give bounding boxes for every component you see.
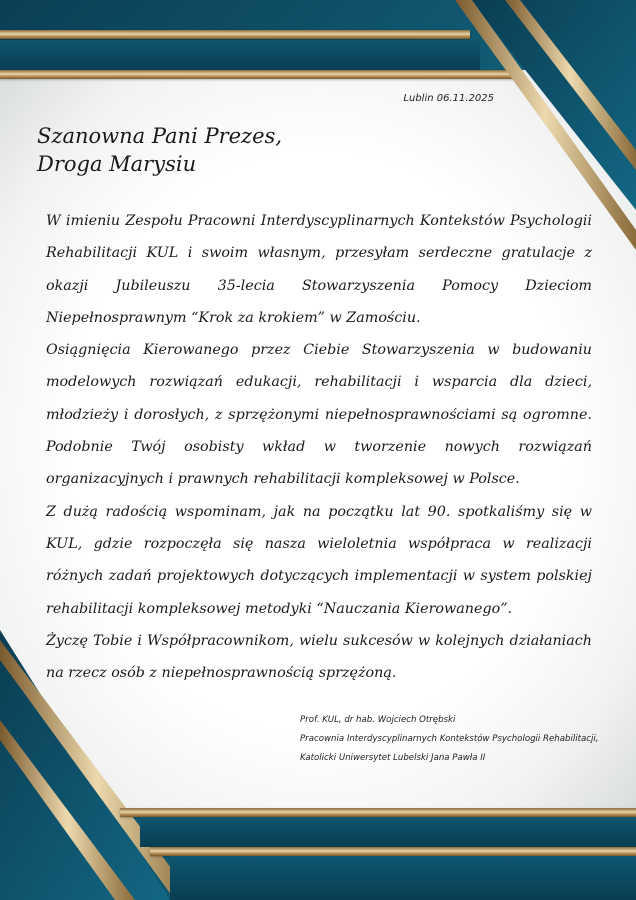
signature-unit: Pracownia Interdyscyplinarnych Kontekstów Psychologii Rehabilitacji, <box>300 734 599 744</box>
greeting-line-1: Szanowna Pani Prezes, <box>37 124 282 148</box>
signature-block <box>300 711 630 768</box>
signature-university: Katolicki Uniwersytet Lubelski Jana Pawła II <box>300 753 486 763</box>
signature-name: Prof. KUL, dr hab. Wojciech Otrębski <box>300 715 456 725</box>
greeting-line-2: Droga Marysiu <box>37 152 197 176</box>
paragraph-2: Osiągnięcia Kierowanego przez Ciebie Stowarzyszenia w budowaniu modelowych rozwiązań edukacji, rehabilitacji i wsparcia dla dzieci, młodzieży i dorosłych, z sprzężonymi niepełnosprawnościami są ogromne. Podobnie Twój osobisty wkład w tworzenie nowych rozwiązań organizacyjnych i prawnych rehabilitacji kompleksowej w Polsce. <box>46 342 592 488</box>
letter-body <box>46 205 592 689</box>
paragraph-1: W imieniu Zespołu Pracowni Interdyscyplinarnych Kontekstów Psychologii Rehabilitacji KUL i swoim własnym, przesyłam serdeczne gratulacje z okazji Jubileuszu 35-lecia Stowarzyszenia Pomocy Dzieciom Niepełnosprawnym “Krok za krokiem” w Zamościu. <box>46 213 592 326</box>
greeting <box>37 122 282 178</box>
letter-date: Lublin 06.11.2025 <box>403 93 494 104</box>
paragraph-3: Z dużą radością wspominam, jak na początku lat 90. spotkaliśmy się w KUL, gdzie rozpoczęła się nasza wieloletnia współpraca w realizacji różnych zadań projektowych dotyczących implementacji w system polskiej rehabilitacji kompleksowej metodyki “Nauczania Kierowanego”. <box>46 503 592 617</box>
paragraph-4: Życzę Tobie i Współpracownikom, wielu sukcesów w kolejnych działaniach na rzecz osób z niepełnosprawnością sprzężoną. <box>46 632 592 682</box>
